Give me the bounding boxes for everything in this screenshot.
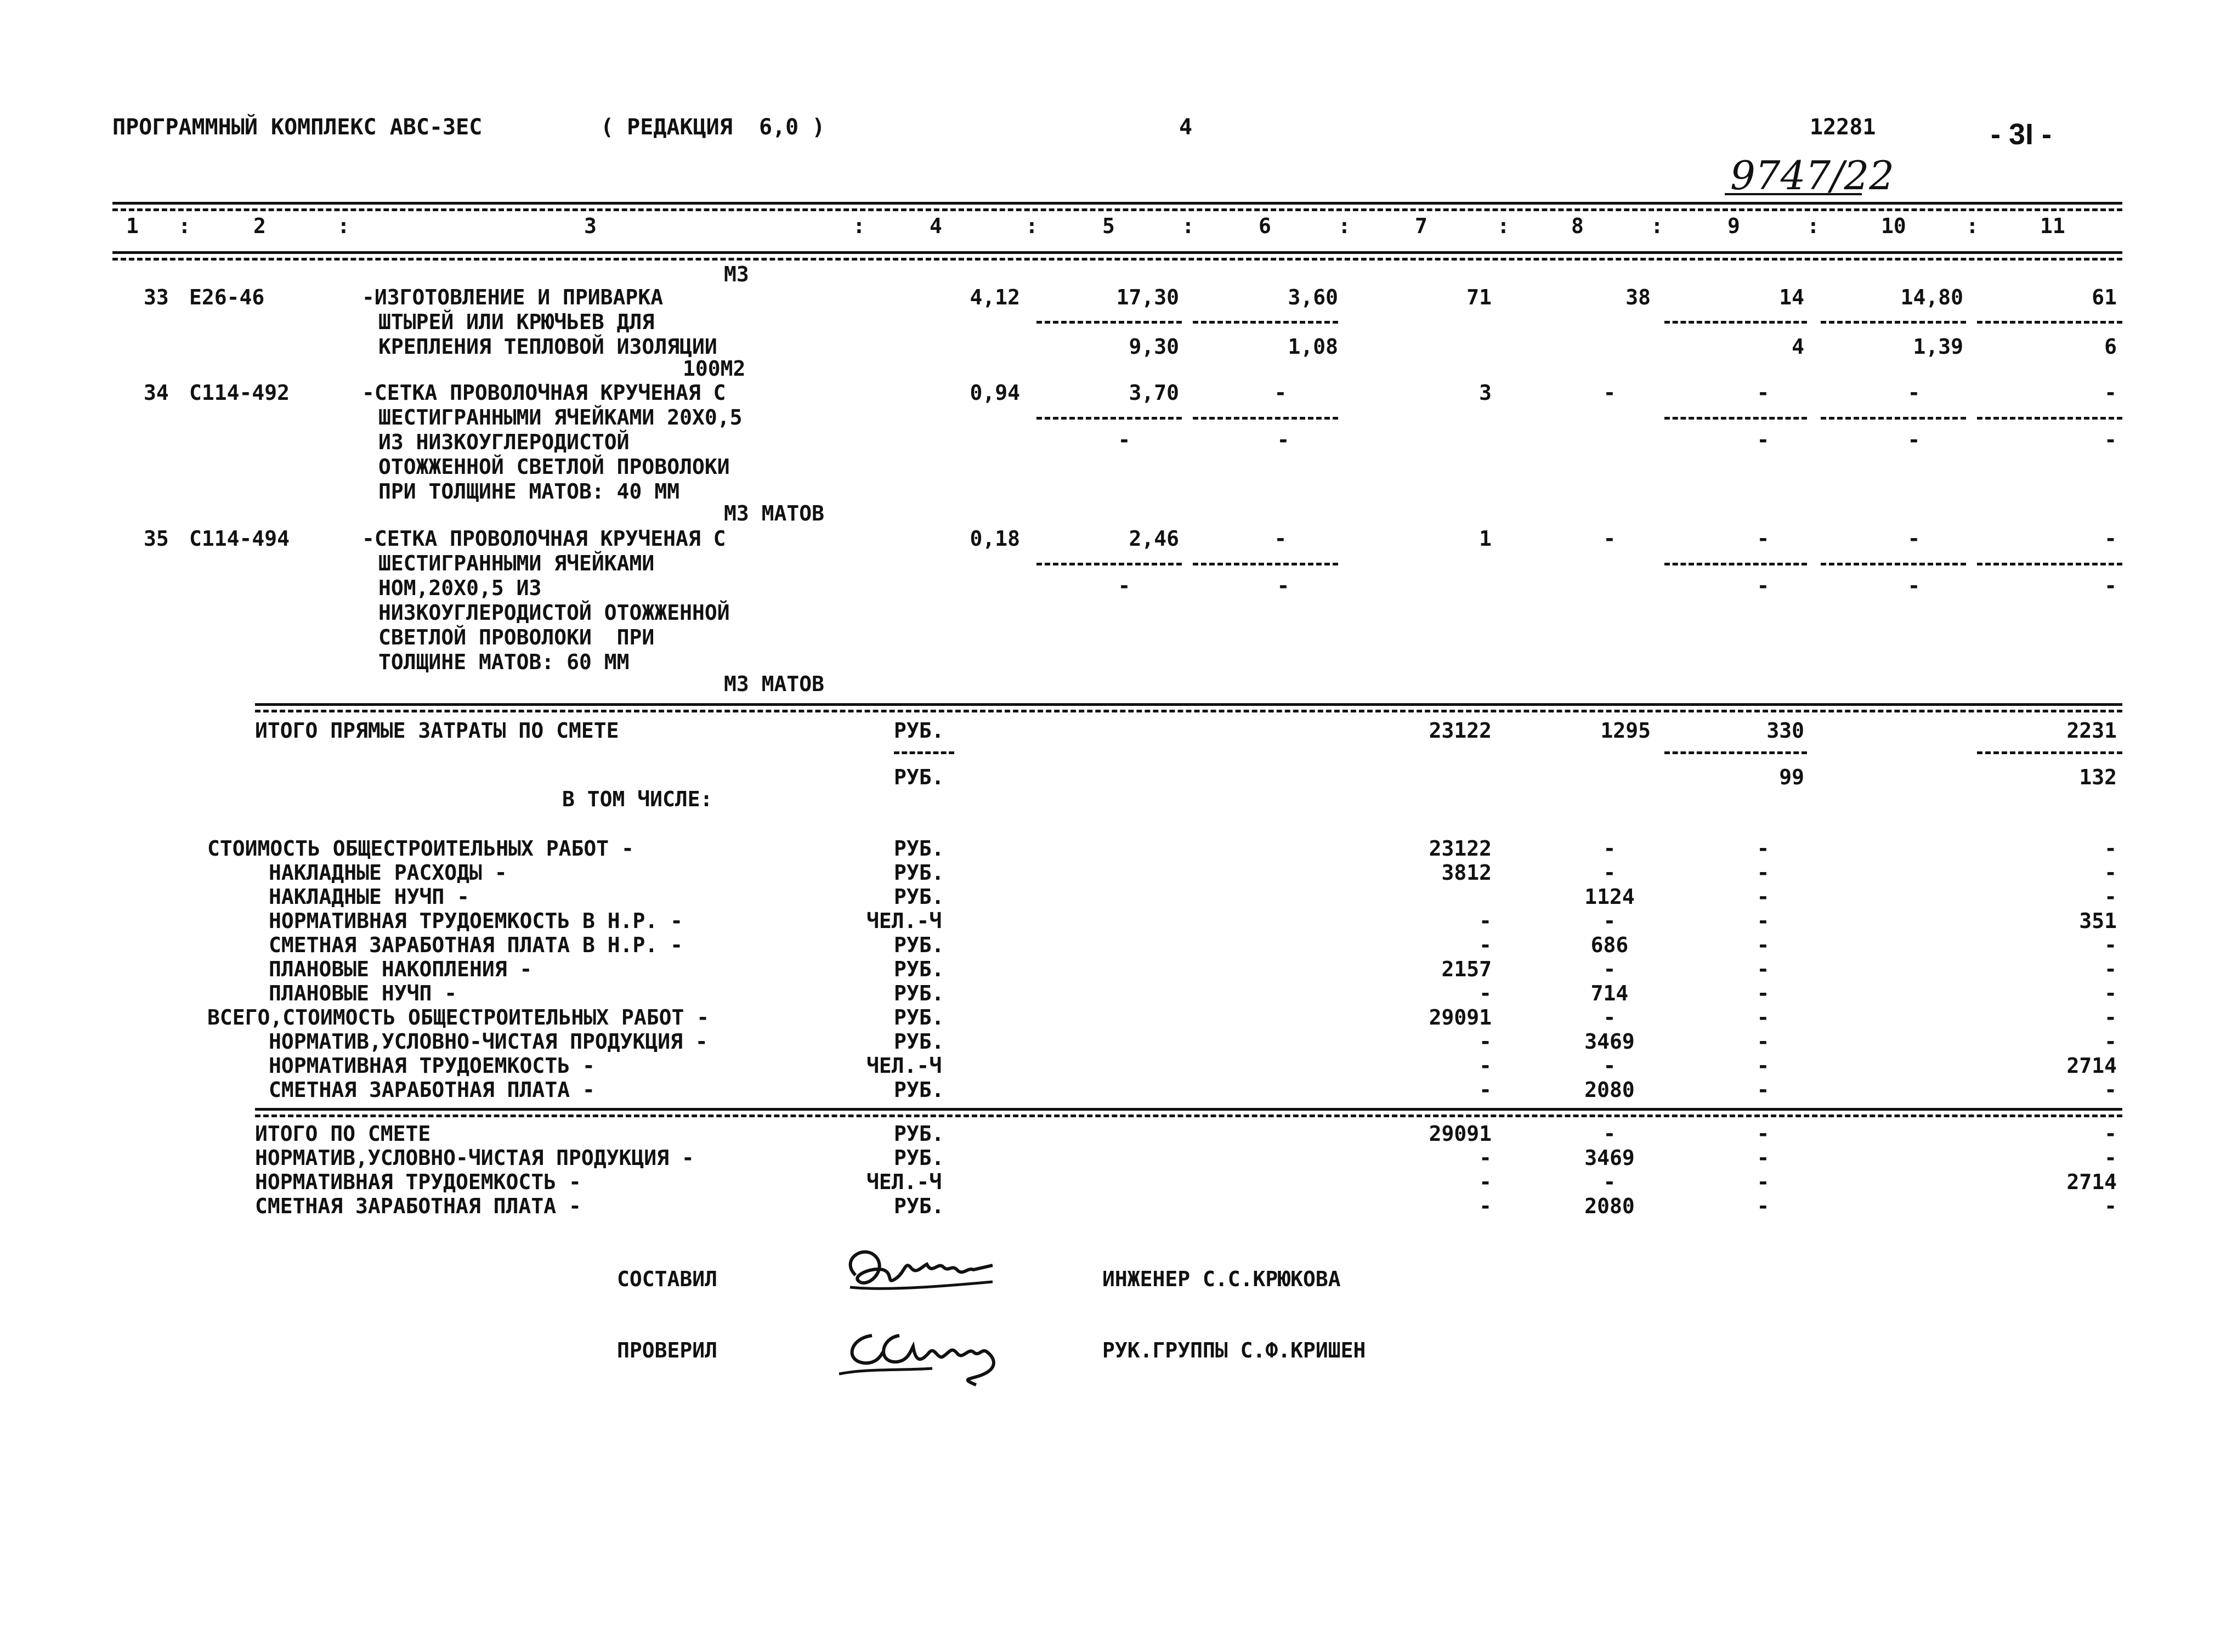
col-header-2: 2	[253, 214, 266, 238]
cell-divider	[1036, 417, 1182, 420]
direct-costs-col7: 23122	[1429, 718, 1492, 743]
cell-col11-sub: -	[2104, 574, 2117, 598]
col-separator: :	[337, 214, 350, 238]
cell-col11: -	[2104, 381, 2117, 405]
breakdown-col7: -	[1479, 1078, 1492, 1102]
cell-col11-sub: -	[2104, 428, 2117, 452]
cell-divider	[1977, 321, 2122, 324]
cell-col10-sub: -	[1907, 428, 1921, 452]
cell-col5-sub: -	[1118, 428, 1131, 452]
final-total-unit: РУБ.	[894, 1194, 944, 1218]
cell-divider	[1193, 321, 1338, 324]
row-number: 34	[144, 381, 169, 405]
row-unit: 100М2	[683, 357, 746, 381]
cell-col5-sub: -	[1118, 574, 1131, 598]
col-separator: :	[1651, 214, 1663, 238]
col-separator: :	[1966, 214, 1979, 238]
header-rule-top	[112, 202, 2122, 205]
breakdown-col7: -	[1479, 1054, 1492, 1078]
breakdown-col9: -	[1757, 1029, 1770, 1054]
cell-col5-sub: 9,30	[1129, 335, 1179, 359]
col-separator: :	[1807, 214, 1820, 238]
cell-divider	[1664, 563, 1807, 565]
cell-col4: 4,12	[970, 285, 1020, 309]
cell-col6: 3,60	[1288, 285, 1338, 309]
breakdown-col9: -	[1757, 909, 1770, 933]
cell-col4: 0,18	[970, 527, 1020, 551]
cell-divider	[1036, 321, 1182, 324]
cell-divider	[1821, 321, 1966, 324]
totals-rule-2	[255, 710, 2122, 712]
breakdown-col11: -	[2104, 1029, 2117, 1054]
breakdown-col11: -	[2104, 1005, 2117, 1029]
cell-col6: -	[1274, 381, 1287, 405]
col-separator: :	[1026, 214, 1038, 238]
direct-costs-col8: 1295	[1600, 718, 1651, 743]
breakdown-label: НОРМАТИВ,УСЛОВНО-ЧИСТАЯ ПРОДУКЦИЯ -	[269, 1029, 708, 1054]
final-total-col9: -	[1757, 1122, 1770, 1146]
col-header-3: 3	[584, 214, 597, 238]
row-desc-line: СВЕТЛОЙ ПРОВОЛОКИ ПРИ	[378, 625, 655, 649]
col-separator: :	[853, 214, 865, 238]
cell-col9: 14	[1779, 285, 1804, 309]
cell-col6-sub: -	[1277, 574, 1290, 598]
cell-col11: -	[2104, 527, 2117, 551]
row-desc-line: КРЕПЛЕНИЯ ТЕПЛОВОЙ ИЗОЛЯЦИИ	[378, 335, 717, 359]
breakdown-col9: -	[1757, 933, 1770, 957]
cell-col8: -	[1603, 381, 1616, 405]
totals-rule	[255, 703, 2122, 706]
page-number: 4	[1179, 115, 1193, 140]
cell-col7: 71	[1466, 285, 1492, 309]
row-desc-line: ОТОЖЖЕННОЙ СВЕТЛОЙ ПРОВОЛОКИ	[378, 455, 730, 479]
breakdown-col11: -	[2104, 885, 2117, 909]
col-header-1: 1	[126, 214, 139, 238]
cell-divider	[1977, 563, 2122, 565]
cell-col9-sub: -	[1757, 574, 1770, 598]
direct-costs-unit-2: РУБ.	[894, 765, 944, 789]
breakdown-col8: -	[1603, 1054, 1616, 1078]
sheet-number: - 3I -	[1991, 118, 2052, 151]
col-header-8: 8	[1571, 214, 1584, 238]
row-code: С114-492	[189, 381, 290, 405]
header-rule-bottom	[112, 251, 2122, 254]
col-separator: :	[178, 214, 191, 238]
cell-col9: -	[1757, 381, 1770, 405]
header-rule-bottom-2	[112, 258, 2122, 261]
breakdown-col9: -	[1757, 861, 1770, 885]
direct-costs-col11-sub: 132	[2079, 765, 2117, 789]
cell-col10-sub: -	[1907, 574, 1921, 598]
cell-col10: -	[1907, 381, 1921, 405]
breakdown-col8: -	[1603, 1005, 1616, 1029]
breakdown-unit: РУБ.	[894, 1029, 944, 1054]
row-number: 33	[144, 285, 169, 309]
row-desc-line: ШЕСТИГРАННЫМИ ЯЧЕЙКАМИ 20Х0,5	[378, 405, 743, 429]
final-total-label: ИТОГО ПО СМЕТЕ	[255, 1122, 431, 1146]
breakdown-col8: -	[1603, 909, 1616, 933]
breakdown-label: НОРМАТИВНАЯ ТРУДОЕМКОСТЬ -	[269, 1054, 595, 1078]
breakdown-col8: 1124	[1584, 885, 1635, 909]
breakdown-unit: ЧЕЛ.-Ч	[866, 1054, 942, 1078]
final-total-col8: -	[1603, 1122, 1616, 1146]
direct-costs-col11: 2231	[2066, 718, 2117, 743]
breakdown-col8: 714	[1590, 981, 1629, 1005]
cell-col10: -	[1907, 527, 1921, 551]
row-desc-line: ШЕСТИГРАННЫМИ ЯЧЕЙКАМИ	[378, 551, 655, 575]
breakdown-col11: -	[2104, 861, 2117, 885]
breakdown-col9: -	[1757, 1078, 1770, 1102]
cell-col5: 17,30	[1116, 285, 1179, 309]
col-separator: :	[1182, 214, 1194, 238]
breakdown-unit: РУБ.	[894, 836, 944, 861]
col-header-4: 4	[930, 214, 942, 238]
row-desc-line: -СЕТКА ПРОВОЛОЧНАЯ КРУЧЕНАЯ С	[362, 527, 726, 551]
final-totals-rule-2	[255, 1114, 2122, 1117]
final-totals-rule	[255, 1108, 2122, 1111]
breakdown-unit: РУБ.	[894, 885, 944, 909]
breakdown-col7: 3812	[1441, 861, 1492, 885]
breakdown-col9: -	[1757, 836, 1770, 861]
cell-divider	[1036, 563, 1182, 565]
cell-divider	[1664, 751, 1807, 754]
final-total-label: НОРМАТИВ,УСЛОВНО-ЧИСТАЯ ПРОДУКЦИЯ -	[255, 1146, 694, 1170]
cell-col6: -	[1274, 527, 1287, 551]
final-total-col11: -	[2104, 1146, 2117, 1170]
cell-divider	[894, 751, 954, 754]
breakdown-unit: РУБ.	[894, 861, 944, 885]
checked-label: ПРОВЕРИЛ	[617, 1338, 718, 1362]
final-total-col8: 2080	[1584, 1194, 1635, 1218]
cell-col9-sub: 4	[1792, 335, 1804, 359]
breakdown-col11: -	[2104, 981, 2117, 1005]
row-desc-line: НИЗКОУГЛЕРОДИСТОЙ ОТОЖЖЕННОЙ	[378, 601, 730, 625]
cell-col9: -	[1757, 527, 1770, 551]
direct-costs-col9-sub: 99	[1779, 765, 1804, 789]
breakdown-col11: -	[2104, 933, 2117, 957]
cell-divider	[1977, 417, 2122, 420]
cell-col10-sub: 1,39	[1913, 335, 1963, 359]
breakdown-col8: 686	[1590, 933, 1629, 957]
cell-col6-sub: 1,08	[1288, 335, 1338, 359]
breakdown-col7: 2157	[1441, 957, 1492, 981]
final-total-unit: ЧЕЛ.-Ч	[866, 1170, 942, 1194]
cell-divider	[1193, 563, 1338, 565]
col-header-5: 5	[1102, 214, 1115, 238]
breakdown-col8: -	[1603, 957, 1616, 981]
breakdown-col7: -	[1479, 909, 1492, 933]
breakdown-label: ВСЕГО,СТОИМОСТЬ ОБЩЕСТРОИТЕЛЬНЫХ РАБОТ -	[207, 1005, 710, 1029]
final-total-col9: -	[1757, 1170, 1770, 1194]
breakdown-label: СТОИМОСТЬ ОБЩЕСТРОИТЕЛЬНЫХ РАБОТ -	[207, 836, 634, 861]
breakdown-col11: -	[2104, 1078, 2117, 1102]
final-total-col7: -	[1479, 1146, 1492, 1170]
breakdown-label: НОРМАТИВНАЯ ТРУДОЕМКОСТЬ В Н.Р. -	[269, 909, 683, 933]
breakdown-col9: -	[1757, 1054, 1770, 1078]
breakdown-col11: -	[2104, 957, 2117, 981]
breakdown-col9: -	[1757, 957, 1770, 981]
breakdown-unit: РУБ.	[894, 933, 944, 957]
row-code: Е26-46	[189, 285, 265, 309]
breakdown-col8: 2080	[1584, 1078, 1635, 1102]
breakdown-col7: 29091	[1429, 1005, 1492, 1029]
breakdown-label: СМЕТНАЯ ЗАРАБОТНАЯ ПЛАТА В Н.Р. -	[269, 933, 683, 957]
col-separator: :	[1497, 214, 1510, 238]
signature-checked	[834, 1314, 1031, 1401]
col-separator: :	[1338, 214, 1351, 238]
row-unit: М3	[724, 262, 749, 286]
cell-divider	[1821, 417, 1966, 420]
row-unit: М3 МАТОВ	[724, 501, 825, 525]
col-header-10: 10	[1881, 214, 1906, 238]
including-label: В ТОМ ЧИСЛЕ:	[562, 787, 713, 811]
breakdown-col11: 2714	[2066, 1054, 2117, 1078]
breakdown-label: ПЛАНОВЫЕ НУЧП -	[269, 981, 457, 1005]
breakdown-unit: РУБ.	[894, 1078, 944, 1102]
final-total-col7: 29091	[1429, 1122, 1492, 1146]
breakdown-col8: 3469	[1584, 1029, 1635, 1054]
program-title: ПРОГРАММНЫЙ КОМПЛЕКС АВС-3ЕС	[112, 115, 483, 140]
breakdown-label: НАКЛАДНЫЕ НУЧП -	[269, 885, 470, 909]
cell-divider	[1664, 321, 1807, 324]
breakdown-label: СМЕТНАЯ ЗАРАБОТНАЯ ПЛАТА -	[269, 1078, 595, 1102]
breakdown-col11: -	[2104, 836, 2117, 861]
cell-divider	[1977, 751, 2122, 754]
cell-col7: 3	[1479, 381, 1492, 405]
final-total-col8: 3469	[1584, 1146, 1635, 1170]
row-unit-footer: М3 МАТОВ	[724, 672, 825, 696]
checked-by: РУК.ГРУППЫ С.Ф.КРИШЕН	[1102, 1338, 1366, 1362]
direct-costs-unit: РУБ.	[894, 718, 944, 743]
col-header-6: 6	[1259, 214, 1271, 238]
breakdown-col8: -	[1603, 836, 1616, 861]
breakdown-col7: -	[1479, 981, 1492, 1005]
cell-col5: 2,46	[1129, 527, 1179, 551]
final-total-col11: -	[2104, 1122, 2117, 1146]
cell-col6-sub: -	[1277, 428, 1290, 452]
direct-costs-label: ИТОГО ПРЯМЫЕ ЗАТРАТЫ ПО СМЕТЕ	[255, 718, 619, 743]
col-header-9: 9	[1727, 214, 1740, 238]
cell-col11: 61	[2092, 285, 2117, 309]
row-code: С114-494	[189, 527, 290, 551]
compiled-label: СОСТАВИЛ	[617, 1267, 718, 1291]
breakdown-unit: РУБ.	[894, 981, 944, 1005]
breakdown-col8: -	[1603, 861, 1616, 885]
row-desc-line: -ИЗГОТОВЛЕНИЕ И ПРИВАРКА	[362, 285, 664, 309]
breakdown-label: ПЛАНОВЫЕ НАКОПЛЕНИЯ -	[269, 957, 532, 981]
cell-divider	[1664, 417, 1807, 420]
breakdown-col9: -	[1757, 1005, 1770, 1029]
signature-compiled	[834, 1237, 998, 1308]
final-total-col11: -	[2104, 1194, 2117, 1218]
breakdown-unit: РУБ.	[894, 1005, 944, 1029]
direct-costs-col9: 330	[1766, 718, 1804, 743]
final-total-unit: РУБ.	[894, 1122, 944, 1146]
final-total-label: СМЕТНАЯ ЗАРАБОТНАЯ ПЛАТА -	[255, 1194, 581, 1218]
row-number: 35	[144, 527, 169, 551]
breakdown-unit: РУБ.	[894, 957, 944, 981]
final-total-col8: -	[1603, 1170, 1616, 1194]
cell-col11-sub: 6	[2104, 335, 2117, 359]
header-rule-top-2	[112, 208, 2122, 211]
row-desc-line: ИЗ НИЗКОУГЛЕРОДИСТОЙ	[378, 430, 630, 454]
cell-col4: 0,94	[970, 381, 1020, 405]
breakdown-col11: 351	[2079, 909, 2117, 933]
breakdown-col7: -	[1479, 933, 1492, 957]
document-code: 12281	[1810, 115, 1876, 140]
final-total-col7: -	[1479, 1194, 1492, 1218]
final-total-col9: -	[1757, 1146, 1770, 1170]
breakdown-unit: ЧЕЛ.-Ч	[866, 909, 942, 933]
handwritten-underline	[1725, 193, 1862, 195]
row-desc-line: ТОЛЩИНЕ МАТОВ: 60 ММ	[378, 650, 630, 674]
compiled-by: ИНЖЕНЕР С.С.КРЮКОВА	[1102, 1267, 1341, 1291]
row-desc-line: НОМ,20Х0,5 ИЗ	[378, 576, 542, 600]
edition-label: ( РЕДАКЦИЯ 6,0 )	[601, 115, 825, 140]
row-desc-line: ПРИ ТОЛЩИНЕ МАТОВ: 40 ММ	[378, 479, 680, 503]
col-header-11: 11	[2040, 214, 2065, 238]
breakdown-label: НАКЛАДНЫЕ РАСХОДЫ -	[269, 861, 507, 885]
breakdown-col7: -	[1479, 1029, 1492, 1054]
handwritten-number: 9747/22	[1730, 152, 1895, 199]
cell-col8: 38	[1625, 285, 1651, 309]
breakdown-col7: 23122	[1429, 836, 1492, 861]
breakdown-col9: -	[1757, 981, 1770, 1005]
final-total-unit: РУБ.	[894, 1146, 944, 1170]
final-total-col11: 2714	[2066, 1170, 2117, 1194]
cell-col7: 1	[1479, 527, 1492, 551]
final-total-label: НОРМАТИВНАЯ ТРУДОЕМКОСТЬ -	[255, 1170, 581, 1194]
col-header-7: 7	[1415, 214, 1427, 238]
cell-col10: 14,80	[1900, 285, 1963, 309]
breakdown-col9: -	[1757, 885, 1770, 909]
cell-col5: 3,70	[1129, 381, 1179, 405]
row-desc-line: ШТЫРЕЙ ИЛИ КРЮЧЬЕВ ДЛЯ	[378, 310, 655, 334]
final-total-col9: -	[1757, 1194, 1770, 1218]
final-total-col7: -	[1479, 1170, 1492, 1194]
cell-divider	[1193, 417, 1338, 420]
cell-divider	[1821, 563, 1966, 565]
cell-col8: -	[1603, 527, 1616, 551]
row-desc-line: -СЕТКА ПРОВОЛОЧНАЯ КРУЧЕНАЯ С	[362, 381, 726, 405]
cell-col9-sub: -	[1757, 428, 1770, 452]
